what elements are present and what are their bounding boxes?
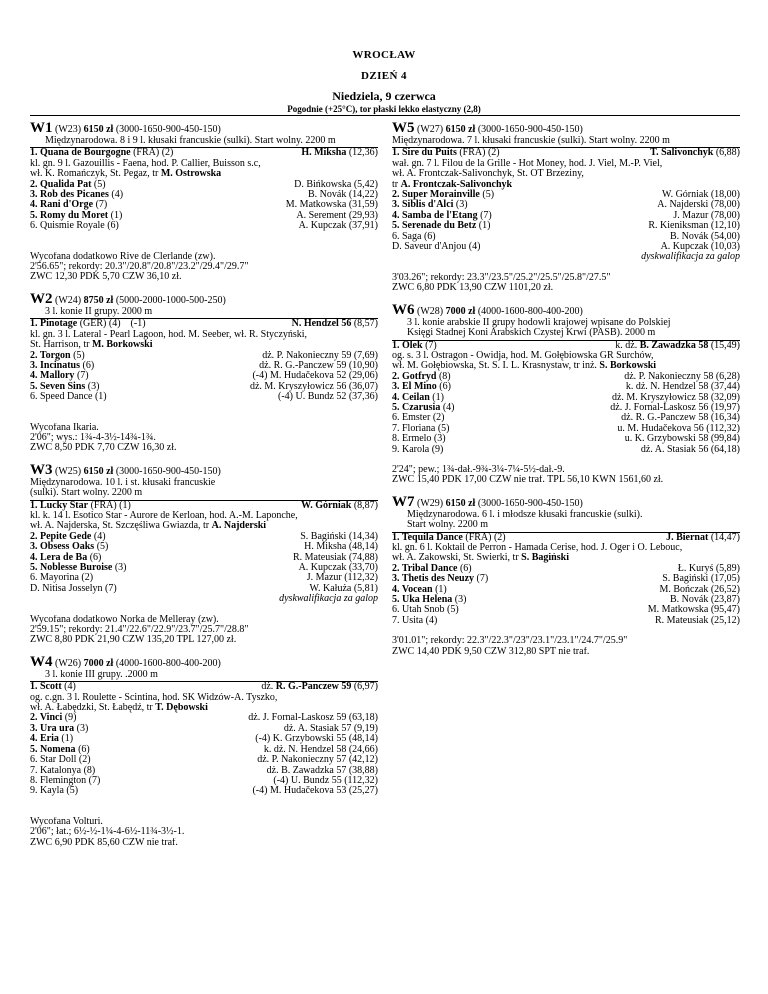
winner-jockey: B. Zawadzka 58 [639, 339, 709, 351]
winner-row: 1. Pinotage (GER) (4) (-1) N. Hendzel 56 (8,57) [30, 318, 378, 330]
race-prize: 7000 zł [83, 657, 114, 669]
winner-horse: 1. Sire du Puits [392, 147, 457, 159]
race-number: (W26) [55, 657, 82, 669]
header-divider [30, 115, 740, 116]
race-description: (sulki). Start wolny. 2200 m [30, 487, 143, 499]
result-row: 8. Ermelo (3) u. K. Grzybowski 58 (99,84) [392, 433, 740, 445]
disqualification-note: dyskwalifikacja za galop [279, 593, 378, 605]
race-payouts: ZWC 6,80 PDK 13,90 CZW 1101,20 zł. [392, 283, 554, 294]
result-row: 2. Qualida Pat (5) D. Bińkowska (5,42) [30, 178, 378, 190]
race-w6 [392, 301, 740, 486]
pedigree: og. c.gn. 3 l. Roulette - Scintina, hod. SK Widzów-A. Tyszko, [30, 692, 278, 703]
result-row: 7. Floriana (5) u. M. Hudačekova 56 (112,32) [392, 422, 740, 434]
race-w2 [30, 290, 378, 454]
race-prize: 6150 zł [83, 124, 114, 135]
race-number: (W25) [55, 465, 82, 477]
race-time: 3'03.26"; rekordy: 23.3"/23.5"/25.2"/25.5"/25.8"/27.5" [392, 272, 611, 283]
winner-horse: 1. Tequila Dance [392, 531, 463, 543]
result-row: 9. Karola (9) dż. A. Stasiak 56 (64,18) [392, 443, 740, 455]
race-payouts: ZWC 6,90 PDK 85,60 CZW nie traf. [30, 837, 178, 848]
trainer: A. Frontczak-Salivonchyk [400, 179, 513, 190]
race-w4 [30, 653, 378, 848]
race-time: 2'06"; wys.: 1¾-4-3½-14¾-1¾. [30, 432, 156, 443]
race-payouts: ZWC 8,50 PDK 7,70 CZW 16,30 zł. [30, 443, 177, 454]
winner-row: 1. Tequila Dance (FRA) (2) J. Biernat (14,47) [392, 531, 740, 543]
result-row: 4. Rani d'Orge (7) M. Matkowska (31,59) [30, 199, 378, 211]
race-description: 3 l. konie arabskie II grupy hodowli krajowej wpisane do Polskiej [407, 316, 671, 328]
result-row: 2. Super Morainville (5) W. Górniak (18,00) [392, 189, 740, 201]
race-title [392, 301, 740, 318]
owner-trainer: wł. A. Łabędzki, St. Łabędź, tr T. Dębowski [30, 703, 208, 714]
race-code: W4 [30, 653, 53, 670]
trainer: T. Dębowski [155, 703, 208, 714]
race-w3 [30, 461, 378, 646]
result-row: 6. Saga (6) B. Novák (54,00) [392, 230, 740, 242]
race-prize: 6150 zł [83, 465, 114, 477]
race-payouts: ZWC 15,40 PDK 17,00 CZW nie traf. TPL 56,10 KWN 1561,60 zł. [392, 475, 664, 486]
result-row: 5. Serenade du Betz (1) R. Kieniksman (12,10) [392, 220, 740, 232]
result-row: 4. Mallory (7) (-4) M. Hudačekova 52 (29,06) [30, 370, 378, 382]
race-title [392, 122, 740, 136]
race-description: 3 l. konie II grupy. 2000 m [45, 305, 153, 317]
left-column [30, 120, 378, 858]
race-number: (W28) [417, 305, 444, 317]
race-prize: 6150 zł [445, 497, 476, 509]
result-row: 2. Gotfryd (8) dż. P. Nakonieczny 58 (6,28) [392, 370, 740, 382]
day-title: DZIEŃ 4 [361, 70, 407, 82]
result-row: 3. Rob des Picanes (4) B. Novák (14,22) [30, 189, 378, 201]
result-row: 5. Romy du Moret (1) A. Serement (29,93) [30, 209, 378, 221]
result-row: 2. Tribal Dance (6) Ł. Kuryś (5,89) [392, 562, 740, 574]
winner-row [30, 148, 378, 158]
result-row: 4. Eria (1) (-4) K. Grzybowski 55 (48,14) [30, 733, 378, 745]
owner-trainer: wł. K. Romańczyk, St. Pegaz, tr M. Ostrowska [30, 169, 222, 180]
pedigree: kl. gn. 6 l. Koktail de Perron - Hamada Cerise, hod. J. Oger i O. Lebouc, [392, 543, 683, 553]
race-title [30, 122, 378, 136]
result-row: 6. Star Doll (2) dż. P. Nakonieczny 57 (42,12) [30, 754, 378, 766]
result-row: 2. Pepite Gede (4) S. Bagiński (14,34) [30, 530, 378, 542]
result-row: 5. Uka Helena (3) B. Novák (23,87) [392, 594, 740, 606]
result-row: 4. Ceilan (1) dż. M. Kryszyłowicz 58 (32,09) [392, 391, 740, 403]
pedigree: kl. gn. 9 l. Gazouillis - Faena, hod. P. Callier, Buisson s.c, [30, 158, 261, 169]
result-row: 7. Katalonya (8) dż. B. Zawadzka 57 (38,88) [30, 764, 378, 776]
date-title: Niedziela, 9 czerwca [332, 89, 436, 103]
winner-horse: 1. Pinotage [30, 318, 78, 330]
result-row: 6. Mayorina (2) J. Mazur (112,32) [30, 572, 378, 584]
prize-split: (3000-1650-900-450-150) [477, 497, 583, 509]
prize-split: (4000-1600-800-400-200) [115, 657, 221, 669]
race-number: (W23) [55, 124, 82, 135]
race-code: W5 [392, 120, 415, 136]
result-row: 3. Siblis d'Alci (3) A. Najderski (78,00) [392, 199, 740, 211]
prize-split: (5000-2000-1000-500-250) [115, 294, 226, 306]
race-note: Wycofana Ikaria. [30, 422, 99, 433]
result-row: D. Saveur d'Anjou (4) A. Kupczak (10,03) [392, 241, 740, 253]
trainer-line: tr A. Frontczak-Salivonchyk [392, 179, 513, 190]
race-description: Księgi Stadnej Koni Arabskich Czystej Krwi (PASB). 2000 m [407, 327, 656, 339]
race-prize: 6150 zł [445, 124, 476, 135]
result-row: D. Nitisa Josselyn (7) W. Kałuża (5,81) [30, 582, 378, 594]
race-time: 2'56.65"; rekordy: 20.3"/20.8"/20.8"/23.2"/29.4"/29.7" [30, 262, 249, 273]
prize-split: (4000-1600-800-400-200) [477, 305, 583, 317]
trainer: S. Borkowski [599, 361, 657, 372]
right-column [392, 120, 740, 667]
winner-origin: (FRA) (2) [133, 147, 174, 159]
result-row: 3. Thetis des Neuzy (7) S. Bagiński (17,05) [392, 573, 740, 585]
prize-split: (3000-1650-900-450-150) [477, 124, 583, 135]
trainer: A. Najderski [211, 521, 267, 532]
result-row: 7. Usita (4) R. Mateusiak (25,12) [392, 614, 740, 626]
result-row: 6. Quismie Royale (6) A. Kupczak (37,91) [30, 220, 378, 232]
winner-row: 1. Olek (7) k. dż. B. Zawadzka 58 (15,49) [392, 339, 740, 351]
race-title [30, 290, 378, 307]
race-title [392, 493, 740, 510]
winner-jockey: T. Salivonchyk [650, 147, 714, 159]
race-note: Wycofana dodatkowo Rive de Clerlande (zw). [30, 251, 216, 262]
result-row: 3. El Mino (6) k. dż. N. Hendzel 58 (37,44) [392, 381, 740, 393]
result-row: 5. Czarusia (4) dż. J. Fornal-Laskosz 56 (19,97) [392, 401, 740, 413]
prize-split: (3000-1650-900-450-150) [115, 124, 221, 135]
race-description: Międzynarodowa. 10 l. i st. kłusaki francuskie [30, 476, 216, 488]
race-note: Wycofana dodatkowo Norka de Melleray (zw). [30, 614, 219, 625]
race-time: 2'24"; pew.; 1¾-dał.-9¾-3¼-7¼-5½-dał.-9. [392, 464, 565, 475]
winner-horse: 1. Scott [30, 681, 62, 693]
winner-jockey: W. Górniak [301, 499, 352, 511]
race-code: W2 [30, 290, 53, 307]
winner-horse: 1. Lucky Star [30, 499, 89, 511]
result-row: 6. Emster (2) dż. R. G.-Panczew 58 (16,34) [392, 412, 740, 424]
winner-horse: 1. Olek [392, 339, 423, 351]
race-payouts: ZWC 14,40 PDK 9,50 CZW 312,80 SPT nie traf. [392, 646, 590, 657]
winner-row: 1. Sire du Puits (FRA) (2) T. Salivonchyk (6,88) [392, 147, 740, 159]
race-title [30, 653, 378, 670]
winner-horse: 1. Quana de Bourgogne [30, 147, 131, 159]
trainer: M. Ostrowska [160, 169, 222, 180]
race-code: W7 [392, 493, 415, 510]
result-row: 2. Vinci (9) dż. J. Fornal-Laskosz 59 (63,18) [30, 712, 378, 724]
race-description: Start wolny. 2200 m [407, 519, 489, 531]
owner-trainer: wł. M. Gołębiowska, St. S. I. L. Krasnystaw, tr inż. S. Borkowski [392, 361, 657, 372]
winner-jockey: H. Miksha [301, 147, 347, 159]
result-row: 9. Kayla (5) (-4) M. Hudačekova 53 (25,27) [30, 785, 378, 797]
result-row: 6. Utah Snob (5) M. Matkowska (95,47) [392, 604, 740, 616]
pedigree: kl. k. 14 l. Esotico Star - Aurore de Kerloan, hod. A.-M. Laponche, [30, 510, 298, 521]
race-time: 2'59.15"; rekordy: 21.4"/22.6"/22.9"/23.7"/25.7"/28.8" [30, 625, 249, 636]
owner-trainer: wł. A. Najderska, St. Szczęśliwa Gwiazda, tr A. Najderski [30, 521, 267, 532]
race-description: Międzynarodowa. 6 l. i młodsze kłusaki francuskie (sulki). [407, 508, 643, 520]
owner-trainer: wł. A. Żakowski, St. Świerki, tr S. Bagiński [392, 553, 569, 564]
race-time: 2'06"; łat.; 6½-½-1¼-4-6½-11¾-3½-1. [30, 827, 185, 838]
result-row: 4. Vocean (1) M. Bończak (26,52) [392, 583, 740, 595]
conditions: Pogodnie (+25°C), tor płaski lekko elastyczny (2,8) [287, 104, 481, 114]
race-w1 [30, 122, 378, 283]
result-row: 8. Flemington (7) (-4) U. Bundz 55 (112,32) [30, 774, 378, 786]
result-row: 4. Samba de l'Etang (7) J. Mazur (78,00) [392, 209, 740, 221]
race-prize: 8750 zł [83, 294, 114, 306]
trainer: S. Bagiński [521, 553, 569, 564]
race-description: Międzynarodowa. 7 l. kłusaki francuskie (sulki). Start wolny. 2200 m [392, 135, 670, 146]
trainer: M. Borkowski [91, 340, 153, 351]
owner: wł. A. Frontczak-Salivonchyk, St. OT Brzeziny, [392, 169, 584, 180]
winner-row: 1. Lucky Star (FRA) (1) W. Górniak (8,87) [30, 499, 378, 511]
race-note: Wycofana Volturi. [30, 816, 103, 827]
owner-trainer: St. Harrison, tr M. Borkowski [30, 340, 153, 351]
result-row: 5. Seven Sins (3) dż. M. Kryszyłowicz 56 (36,07) [30, 380, 378, 392]
result-row: 5. Noblesse Buroise (3) A. Kupczak (33,70) [30, 562, 378, 573]
result-row: 3. Incinatus (6) dż. R. G.-Panczew 59 (10,90) [30, 359, 378, 371]
result-row: 3. Ura ura (3) dż. A. Stasiak 57 (9,19) [30, 722, 378, 734]
race-code: W1 [30, 120, 53, 136]
race-w5 [392, 122, 740, 294]
result-row: 2. Torgon (5) dż. P. Nakonieczny 59 (7,69) [30, 349, 378, 361]
result-row: 4. Lera de Ba (6) R. Mateusiak (74,88) [30, 551, 378, 563]
race-description: Międzynarodowa. 8 i 9 l. kłusaki francuskie (sulki). Start wolny. 2200 m [45, 135, 336, 146]
race-number: (W27) [417, 124, 444, 135]
winner-jockey: J. Biernat [666, 531, 709, 543]
result-row: 6. Speed Dance (1) (-4) U. Bundz 52 (37,36) [30, 391, 378, 403]
pedigree: wał. gn. 7 l. Filou de la Grille - Hot Money, hod. J. Viel, M.-P. Viel, [392, 158, 663, 169]
race-prize: 7000 zł [445, 305, 476, 317]
winner-jockey: R. G.-Panczew 59 [275, 681, 352, 693]
pedigree: kl. gn. 3 l. Lateral - Pearl Lagoon, hod. M. Seeber, wł. R. Styczyński, [30, 329, 308, 340]
result-row: 5. Nomena (6) k. dż. N. Hendzel 58 (24,66) [30, 743, 378, 755]
race-code: W3 [30, 461, 53, 478]
race-title [30, 461, 378, 478]
race-number: (W24) [55, 294, 82, 306]
race-number: (W29) [417, 497, 444, 509]
winner-jockey: N. Hendzel 56 [291, 318, 352, 330]
winner-row: 1. Scott (4) dż. R. G.-Panczew 59 (6,97) [30, 681, 378, 693]
race-time: 3'01.01"; rekordy: 22.3"/22.3"/23"/23.1"/23.1"/24.7"/25.9" [392, 636, 628, 647]
race-code: W6 [392, 301, 415, 318]
race-w7 [392, 493, 740, 657]
prize-split: (3000-1650-900-450-150) [115, 465, 221, 477]
winner-odds: (12,36) [348, 147, 378, 159]
race-payouts: ZWC 8,80 PDK 21,90 CZW 135,20 TPL 127,00 zł. [30, 635, 237, 646]
race-description: 3 l. konie III grupy. .2000 m [45, 668, 158, 680]
pedigree: og. s. 3 l. Ostragon - Owidja, hod. M. Gołębiowska GR Surchów, [392, 350, 654, 361]
city-title: WROCŁAW [352, 49, 416, 61]
disqualification-note: dyskwalifikacja za galop [641, 251, 740, 263]
result-row: 3. Obsess Oaks (5) H. Miksha (48,14) [30, 541, 378, 553]
race-payouts: ZWC 12,30 PDK 5,70 CZW 36,10 zł. [30, 272, 182, 283]
